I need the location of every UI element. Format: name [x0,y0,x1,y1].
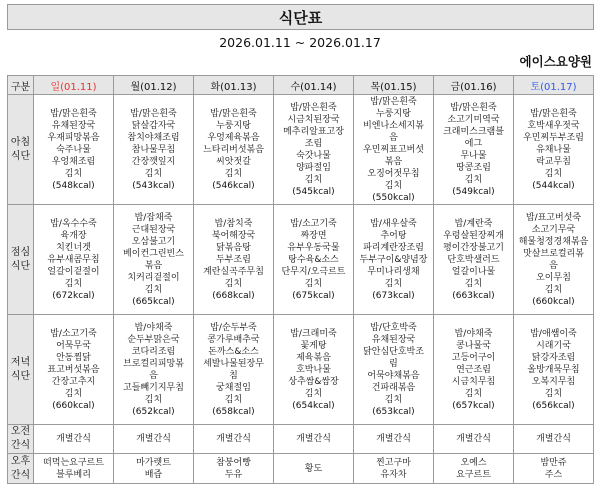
menu-item: 무나물 [460,151,487,161]
menu-item: (660kcal) [52,401,95,411]
menu-cell-sat [514,205,594,315]
menu-item: 개별간식 [376,434,411,444]
menu-item: 유채된장국 [51,121,96,131]
menu-item: 요구르트 [456,469,491,480]
menu-item: 크래미스크램블 [443,127,504,137]
menu-cell-fri [434,95,514,205]
menu-cell-mon [114,425,194,454]
row-label [8,95,34,205]
menu-item: 김치 [224,395,243,405]
menu-item: 밥/소고기죽 [50,329,97,339]
menu-item: 밥/새우살죽 [370,219,417,229]
menu-item: 우재피망볶음 [47,133,100,143]
row-dinner [8,315,594,425]
menu-item: 떠먹는요구르트 [43,457,104,468]
menu-item: 유부우동국물 [287,243,340,253]
menu-cell-fri [434,315,514,425]
menu-item: 세발나물된장무 [203,359,264,369]
menu-item: 닭강자조림 [531,353,576,363]
menu-cell-sun [34,95,114,205]
row-breakfast [8,95,594,205]
menu-item: 밥/맑은흰죽 [530,109,577,119]
menu-item: 무미나리생채 [367,267,420,277]
menu-item: 어묵야채볶음 [367,371,420,381]
menu-item: 마가렛트 [136,457,171,468]
menu-item: 오징어젓무침 [367,169,420,179]
menu-item: 밥/맑은흰죽 [290,103,337,113]
menu-cell-sat [514,315,594,425]
menu-item: 메추리알표고장 [283,127,344,137]
menu-item: 두부구이&양념장 [359,255,428,265]
menu-cell-thu [354,95,434,205]
menu-item: 밥/소고기죽 [290,219,337,229]
menu-cell-tue [194,205,274,315]
menu-cell-sun [34,454,114,484]
menu-item: 침 [229,371,238,381]
day-header-fri: 금(01.16) [434,76,514,95]
menu-item: 꽃게탕 [300,341,327,351]
menu-cell-thu [354,315,434,425]
menu-item: 돈까스&소스 [208,347,259,357]
day-header-tue: 화(01.13) [194,76,274,95]
menu-item: 밥/잡채죽 [134,213,173,223]
row-label [8,454,34,484]
menu-item: 닭볶음탕 [216,243,251,253]
menu-item: 오삼불고기 [131,237,176,247]
menu-item: 밥/맑은흰죽 [50,109,97,119]
menu-item: 해물청정경채볶음 [518,237,589,247]
menu-item: 김치 [304,389,323,399]
menu-item: 브로컬리피망볶 [123,359,184,369]
menu-item: 김치 [304,175,323,185]
day-header-mon: 월(01.12) [114,76,194,95]
menu-item: 근대된장국 [131,225,176,235]
menu-item: (660kcal) [532,297,575,307]
menu-item: 오복지무침 [531,377,576,387]
day-header-sat: 토(01.17) [514,76,594,95]
menu-cell-wed [274,95,354,205]
menu-item: 고등어구이 [451,353,496,363]
menu-item: 림 [389,359,398,369]
menu-cell-wed [274,454,354,484]
menu-item: 연근조림 [456,365,491,375]
menu-item: 궁채절임 [216,383,251,393]
menu-item: 김치 [144,285,163,295]
menu-item: 밥/야채죽 [454,329,493,339]
menu-item: 안동찜닭 [56,353,91,363]
menu-item: 시금치된장국 [287,115,340,125]
menu-item: 음 [149,371,158,381]
menu-item: 김치 [464,389,483,399]
menu-item: 밥/옥수수죽 [50,219,97,229]
menu-item: 육개장 [60,231,87,241]
menu-item: 유채나물 [536,145,571,155]
meal-table [7,75,594,484]
menu-item: 올방개묵무침 [527,365,580,375]
menu-item: 밥/맑은흰죽 [370,97,417,107]
menu-cell-mon [114,205,194,315]
menu-item: (548kcal) [52,181,95,191]
menu-cell-fri [434,425,514,454]
menu-item: 김치 [144,395,163,405]
menu-item: 배즙 [144,469,163,480]
menu-item: 우민찌표고버섯 [363,145,424,155]
menu-cell-mon [114,454,194,484]
menu-item: 김치 [224,169,243,179]
row-label-line: 간식 [10,469,31,481]
menu-item: (665kcal) [132,297,175,307]
menu-item: 숙주나물 [56,145,91,155]
menu-cell-sun [34,205,114,315]
row-label [8,315,34,425]
menu-item: 상추쌈&쌈장 [288,377,339,387]
menu-item: 평이간장불고기 [443,243,504,253]
menu-cell-thu [354,205,434,315]
menu-item: 호박새우젓국 [527,121,580,131]
menu-item: 닭살감자국 [131,121,176,131]
row-label [8,205,34,315]
menu-item: 밥/맑은흰죽 [130,109,177,119]
menu-item: 두부조림 [216,255,251,265]
menu-cell-wed [274,315,354,425]
day-header-sun: 일(01.11) [34,76,114,95]
row-label-line: 오후 [10,455,31,467]
row-lunch [8,205,594,315]
menu-item: (543kcal) [132,181,175,191]
menu-item: 북어해장국 [211,231,256,241]
menu-item: 오이무침 [536,273,571,283]
menu-item: 김치 [144,169,163,179]
menu-cell-thu [354,454,434,484]
menu-item: 표고버섯볶음 [47,365,100,375]
menu-item: 밥/참치죽 [214,219,253,229]
menu-item: 김치 [384,279,403,289]
menu-item: 참치야채조림 [127,133,180,143]
menu-item: 누룽지탕 [376,109,411,119]
row-label-line: 아침 [10,136,31,148]
menu-item: 찐고구마 [376,457,411,468]
menu-item: (550kcal) [372,193,415,203]
corner-header: 구분 [8,76,34,95]
row-label-line: 오전 [10,426,31,437]
day-header-wed: 수(01.14) [274,76,354,95]
day-header-thu: 목(01.15) [354,76,434,95]
menu-item: (653kcal) [372,407,415,417]
menu-item: 콩나물국 [456,341,491,351]
menu-item: 개별간식 [456,434,491,444]
menu-item: 에그 [464,139,483,149]
menu-item: 조림 [304,139,323,149]
menu-cell-wed [274,425,354,454]
menu-item: 김치 [544,169,563,179]
row-label-line: 식단 [10,370,31,382]
menu-item: 밥/크래미죽 [290,329,337,339]
row-label-line: 점심 [10,246,31,258]
menu-item: 참나물무침 [131,145,176,155]
menu-item: 개별간식 [296,434,331,444]
menu-item: 우엉제육볶음 [207,133,260,143]
menu-cell-wed [274,205,354,315]
menu-item: 제육볶음 [296,353,331,363]
menu-item: (545kcal) [292,187,335,197]
menu-cell-tue [194,454,274,484]
menu-item: 개별간식 [56,434,91,444]
row-label-line: 저녁 [10,356,31,368]
row-afternoon-snack [8,454,594,484]
menu-item: (657kcal) [452,401,495,411]
menu-cell-mon [114,315,194,425]
menu-item: 김치 [464,279,483,289]
row-label-line: 식단 [10,150,31,162]
menu-item: 추어탕 [380,231,407,241]
menu-item: 베이컨그린빈스 [123,249,184,259]
menu-item: 밥/애쌤이죽 [530,329,577,339]
menu-cell-sat [514,95,594,205]
menu-item: 유채된장국 [371,335,416,345]
menu-item: 호박나물 [296,365,331,375]
menu-item: 밥/계란죽 [454,219,493,229]
menu-item: 밥/순두부죽 [210,323,257,333]
menu-item: 건파래볶음 [371,383,416,393]
row-label [8,425,34,454]
menu-item: 밥/표고버섯죽 [525,213,582,223]
menu-item: 비엔나소세지볶 [363,121,424,131]
menu-item: 밥/맑은흰죽 [210,109,257,119]
menu-item: 탕수육&소스 [288,255,339,265]
row-label-line: 식단 [10,260,31,272]
menu-item: 치커리겉절이 [127,273,180,283]
menu-item: 시금치무침 [451,377,496,387]
menu-item: 김치 [544,285,563,295]
menu-item: 고들빼기지무침 [123,383,184,393]
menu-item: 유자차 [380,469,407,480]
menu-item: 느타리버섯볶음 [203,145,264,155]
menu-item: (658kcal) [212,407,255,417]
menu-item: 김치 [384,181,403,191]
menu-cell-tue [194,425,274,454]
menu-item: 볶음 [144,261,163,271]
menu-item: 김치 [544,389,563,399]
facility-name: 에이스요양원 [519,54,592,69]
menu-item: 간장고추지 [51,377,96,387]
menu-item: 우렁살된장찌개 [443,231,504,241]
menu-item: 유부새콤무침 [47,255,100,265]
menu-item: 주스 [544,469,563,480]
row-morning-snack [8,425,594,454]
menu-cell-tue [194,95,274,205]
menu-item: 음 [389,133,398,143]
menu-item: 얼갈이겉절이 [47,267,100,277]
menu-item: 밥/야채죽 [134,323,173,333]
menu-item: 계란실곡주무침 [203,267,264,277]
menu-item: 코다리조림 [131,347,176,357]
menu-item: 음 [549,261,558,271]
menu-cell-fri [434,454,514,484]
menu-item: 우민찌두부조림 [523,133,584,143]
menu-item: (673kcal) [372,291,415,301]
menu-cell-sat [514,425,594,454]
header-row [8,76,594,95]
menu-item: 밥/맑은흰죽 [450,103,497,113]
menu-item: (668kcal) [212,291,255,301]
menu-item: 황도 [304,463,323,474]
menu-item: 짜장면 [300,231,327,241]
menu-cell-fri [434,205,514,315]
menu-item: 치킨너겟 [56,243,91,253]
menu-item: 소고기미역국 [447,115,500,125]
menu-item: 밥/단호박죽 [370,323,417,333]
menu-item: 파리계란장조림 [363,243,424,253]
menu-cell-mon [114,95,194,205]
menu-item: 참붕어빵 [216,457,251,468]
menu-item: 양파절임 [296,163,331,173]
menu-item: 간장깻잎지 [131,157,176,167]
menu-item: 시래기국 [536,341,571,351]
menu-item: (672kcal) [52,291,95,301]
menu-item: 김치 [304,279,323,289]
menu-item: 땅콩조림 [456,163,491,173]
menu-item: 누룽지탕 [216,121,251,131]
menu-item: 숙갓나물 [296,151,331,161]
menu-item: 단무지/오극르트 [281,267,346,277]
menu-item: 어묵무국 [56,341,91,351]
menu-item: 맛살브로컬리볶 [523,249,584,259]
menu-item: (544kcal) [532,181,575,191]
menu-item: 소고기무국 [531,225,576,235]
menu-item: 개별간식 [216,434,251,444]
menu-item: 김치 [64,279,83,289]
menu-item: 개별간식 [136,434,171,444]
menu-item: (654kcal) [292,401,335,411]
menu-item: 락교무침 [536,157,571,167]
menu-item: 단호박샐러드 [447,255,500,265]
menu-item: 얼갈이나물 [451,267,496,277]
menu-item: 순두부맑은국 [127,335,180,345]
menu-item: 개별간식 [536,434,571,444]
menu-cell-thu [354,425,434,454]
row-label-line: 간식 [10,440,31,451]
menu-item: 김치 [224,279,243,289]
menu-item: 우엉채조림 [51,157,96,167]
menu-cell-sun [34,315,114,425]
menu-cell-sun [34,425,114,454]
menu-item: 닭안심단호박조 [363,347,424,357]
menu-item: (663kcal) [452,291,495,301]
menu-item: 볶음 [384,157,403,167]
menu-item: 김치 [64,389,83,399]
menu-item: 씨앗젓갈 [216,157,251,167]
menu-item: 블루베리 [56,469,91,480]
menu-cell-sat [514,454,594,484]
menu-item: (652kcal) [132,407,175,417]
menu-item: 김치 [384,395,403,405]
menu-item: 오예스 [460,457,487,468]
menu-item: (675kcal) [292,291,335,301]
menu-item: 콩가루배추국 [207,335,260,345]
menu-item: 김치 [464,175,483,185]
menu-item: (656kcal) [532,401,575,411]
menu-item: 밤만쥬 [540,457,567,468]
menu-item: 두유 [224,469,243,480]
menu-item: (546kcal) [212,181,255,191]
menu-item: 김치 [64,169,83,179]
menu-item: (549kcal) [452,187,495,197]
menu-cell-tue [194,315,274,425]
date-range: 2026.01.11 ~ 2026.01.17 [219,35,381,50]
page-title: 식단표 [7,4,594,30]
